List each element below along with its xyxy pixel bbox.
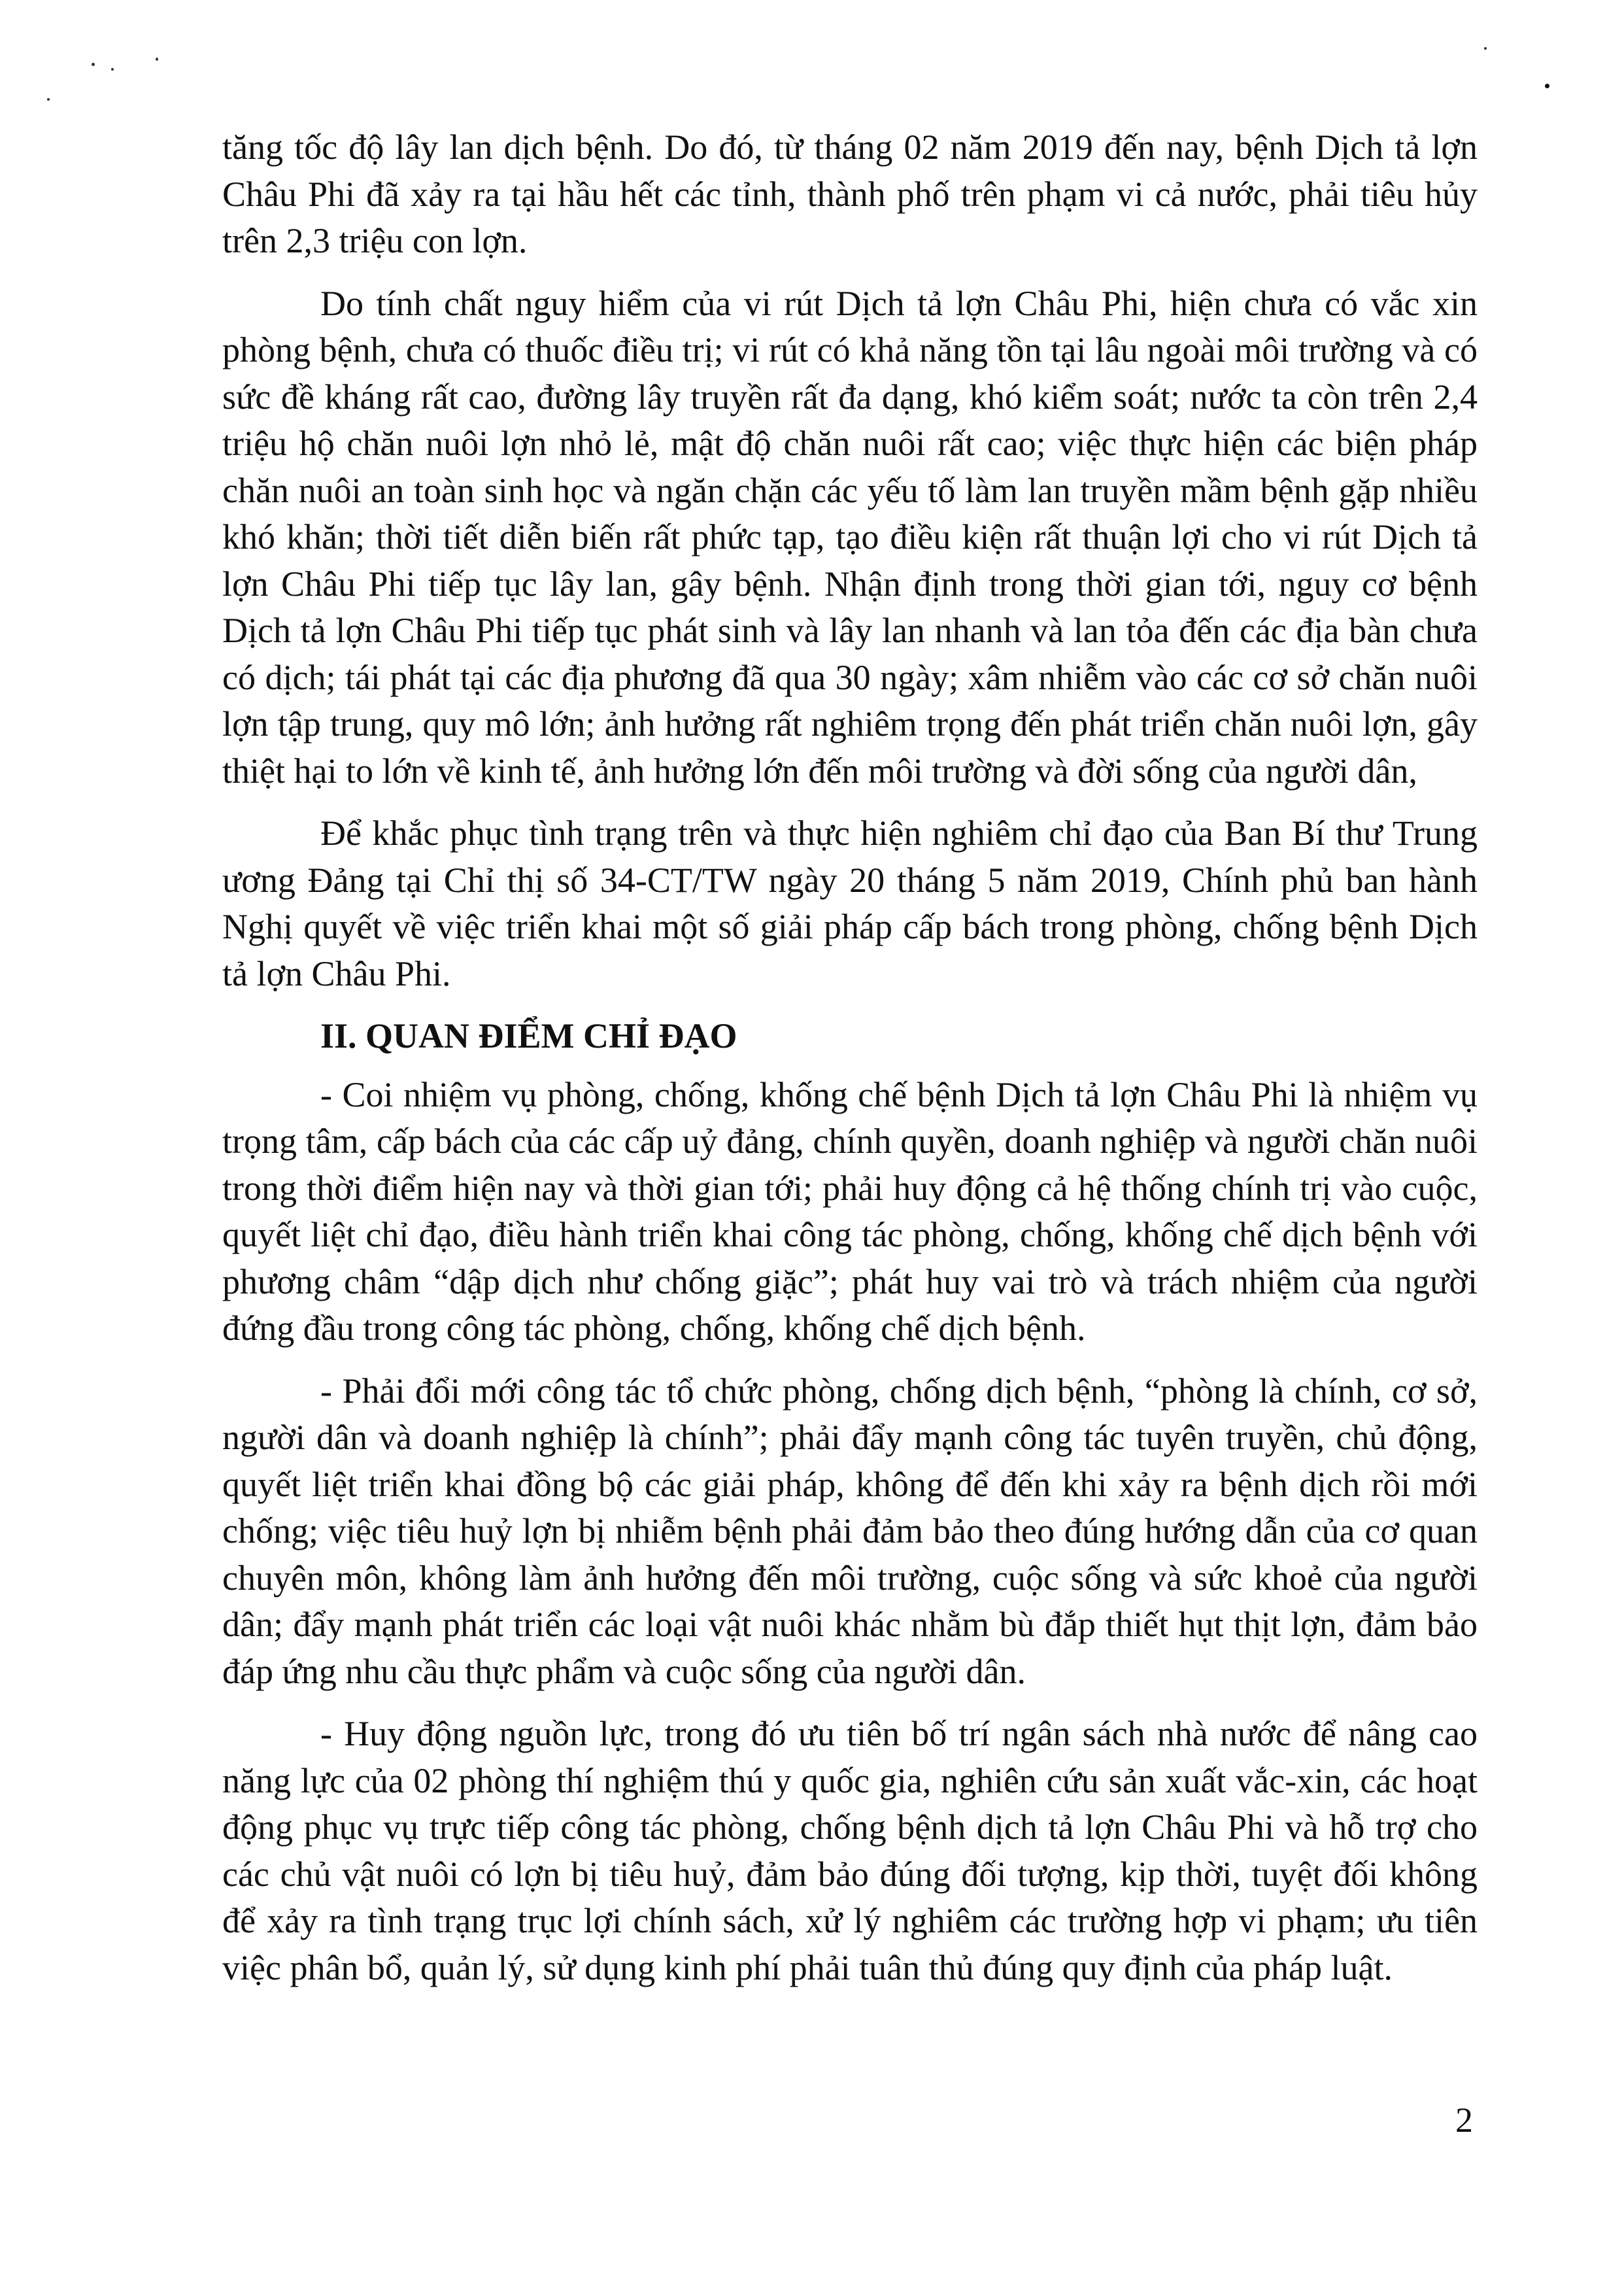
scan-speck xyxy=(1484,47,1487,50)
paragraph-danger: Do tính chất nguy hiểm của vi rút Dịch tả lợn Châu Phi, hiện chưa có vắc xin phòng bệnh, chưa có thuốc điều trị; vi rút có khả năng tồn tại lâu ngoài môi trường và có sức đề kháng rất cao, đường lây truyền rất đa dạng, khó kiểm soát; nước ta còn trên 2,4 triệu hộ chăn nuôi lợn nhỏ lẻ, mật độ chăn nuôi rất cao; việc thực hiện các biện pháp chăn nuôi an toàn sinh học và ngăn chặn các yếu tố làm lan truyền mầm bệnh gặp nhiều khó khăn; thời tiết diễn biến rất phức tạp, tạo điều kiện rất thuận lợi cho vi rút Dịch tả lợn Châu Phi tiếp tục lây lan, gây bệnh. Nhận định trong thời gian tới, nguy cơ bệnh Dịch tả lợn Châu Phi tiếp tục phát sinh và lây lan nhanh và lan tỏa đến các địa bàn chưa có dịch; tái phát tại các địa phương đã qua 30 ngày; xâm nhiễm vào các cơ sở chăn nuôi lợn tập trung, quy mô lớn; ảnh hưởng rất nghiêm trọng đến phát triển chăn nuôi lợn, gây thiệt hại to lớn về kinh tế, ảnh hưởng lớn đến môi trường và đời sống của người dân, xyxy=(222,283,1478,791)
section-heading: II. QUAN ĐIỂM CHỈ ĐẠO xyxy=(320,1016,737,1055)
paragraph-point-2: - Phải đổi mới công tác tổ chức phòng, chống dịch bệnh, “phòng là chính, cơ sở, người dân và doanh nghiệp là chính”; phải đẩy mạnh công tác tuyên truyền, chủ động, quyết liệt triển khai đồng bộ các giải pháp, không để đến khi xảy ra bệnh dịch rồi mới chống; việc tiêu huỷ lợn bị nhiễm bệnh phải đảm bảo theo đúng hướng dẫn của cơ quan chuyên môn, không làm ảnh hưởng đến môi trường, cuộc sống và sức khoẻ của người dân; đẩy mạnh phát triển các loại vật nuôi khác nhằm bù đắp thiết hụt thịt lợn, đảm bảo đáp ứng nhu cầu thực phẩm và cuộc sống của người dân. xyxy=(222,1371,1478,1691)
page-number: 2 xyxy=(1455,2100,1473,2140)
scan-speck xyxy=(111,68,114,71)
scan-speck xyxy=(156,58,158,61)
scan-speck xyxy=(92,63,95,66)
paragraph-point-1: - Coi nhiệm vụ phòng, chống, khống chế bệnh Dịch tả lợn Châu Phi là nhiệm vụ trọng tâm, cấp bách của các cấp uỷ đảng, chính quyền, doanh nghiệp và người chăn nuôi trong thời điểm hiện nay và thời gian tới; phải huy động cả hệ thống chính trị vào cuộc, quyết liệt chỉ đạo, điều hành triển khai công tác phòng, chống, khống chế dịch bệnh với phương châm “dập dịch như chống giặc”; phát huy vai trò và trách nhiệm của người đứng đầu trong công tác phòng, chống, khống chế dịch bệnh. xyxy=(222,1074,1478,1348)
scan-speck xyxy=(1545,84,1549,88)
document-body xyxy=(222,124,1478,2007)
scan-speck xyxy=(47,98,50,101)
paragraph-continuation: tăng tốc độ lây lan dịch bệnh. Do đó, từ tháng 02 năm 2019 đến nay, bệnh Dịch tả lợn Châu Phi đã xảy ra tại hầu hết các tỉnh, thành phố trên phạm vi cả nước, phải tiêu hủy trên 2,3 triệu con lợn. xyxy=(222,128,1478,260)
paragraph-resolution: Để khắc phục tình trạng trên và thực hiện nghiêm chỉ đạo của Ban Bí thư Trung ương Đảng tại Chỉ thị số 34-CT/TW ngày 20 tháng 5 năm 2019, Chính phủ ban hành Nghị quyết về việc triển khai một số giải pháp cấp bách trong phòng, chống bệnh Dịch tả lợn Châu Phi. xyxy=(222,813,1478,993)
paragraph-point-3: - Huy động nguồn lực, trong đó ưu tiên bố trí ngân sách nhà nước để nâng cao năng lực của 02 phòng thí nghiệm thú y quốc gia, nghiên cứu sản xuất vắc-xin, các hoạt động phục vụ trực tiếp công tác phòng, chống bệnh dịch tả lợn Châu Phi và hỗ trợ cho các chủ vật nuôi có lợn bị tiêu huỷ, đảm bảo đúng đối tượng, kịp thời, tuyệt đối không để xảy ra tình trạng trục lợi chính sách, xử lý nghiêm các trường hợp vi phạm; ưu tiên việc phân bổ, quản lý, sử dụng kinh phí phải tuân thủ đúng quy định của pháp luật. xyxy=(222,1714,1478,1987)
